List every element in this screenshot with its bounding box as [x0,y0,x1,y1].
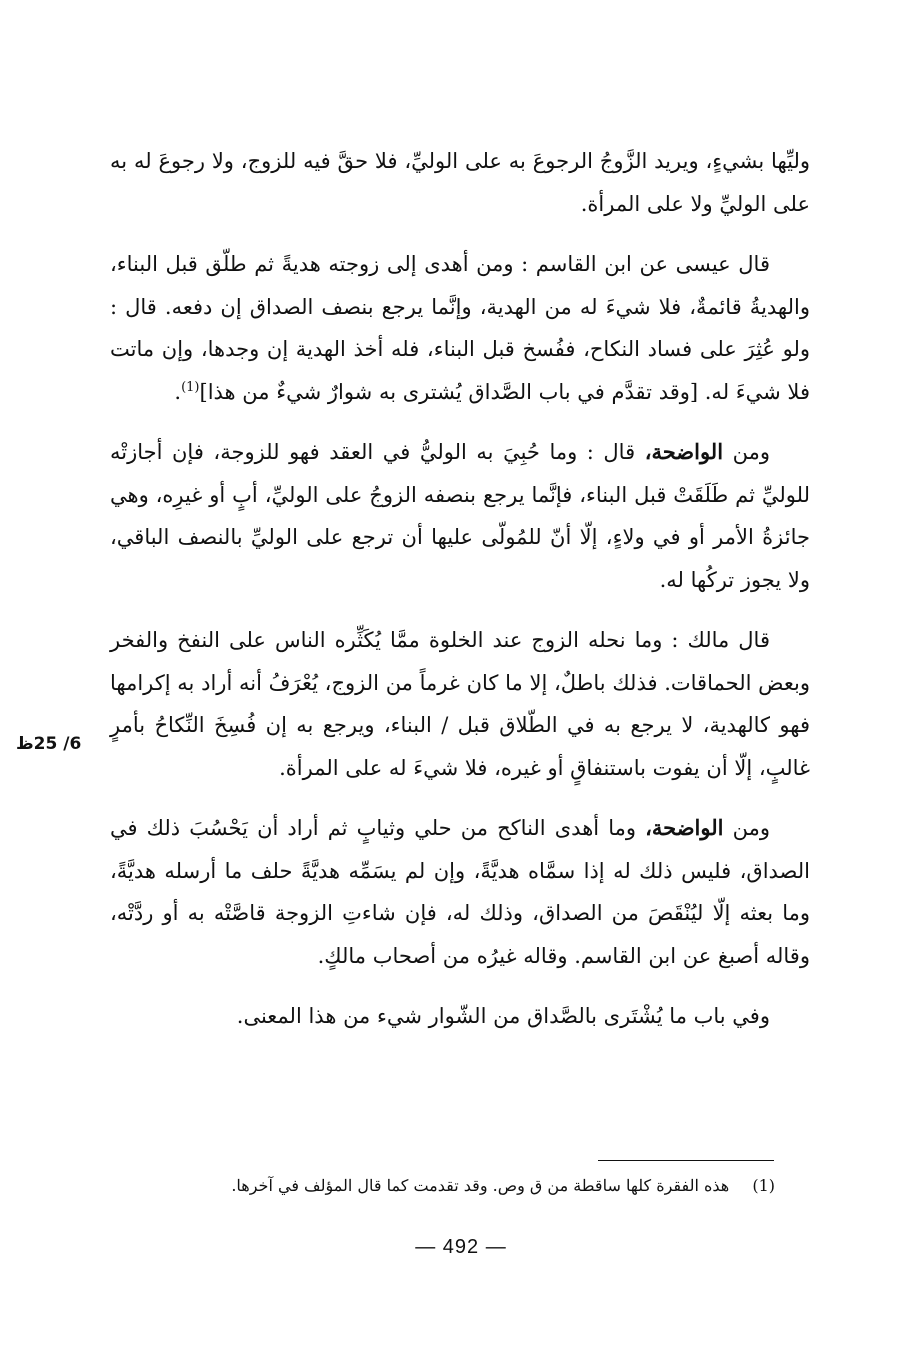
paragraph-6 [110,995,810,1038]
paragraph-3 [110,431,810,601]
manuscript-folio-note: 6/ 25ظ [16,734,82,754]
paragraph-1 [110,140,810,225]
paragraph-text: وفي باب ما يُشْتَرى بالصَّداق من الشّوار شيء من هذا المعنى. [236,1004,770,1028]
main-text [110,140,810,1056]
footnote [200,1173,775,1199]
page-number: — 492 — [415,1236,507,1258]
paragraph-4 [110,619,810,789]
paragraph-2 [110,243,810,413]
footnote-divider [598,1160,774,1161]
paragraph-lead: ومن [732,816,770,840]
footnote-reference[interactable]: (1) [181,379,200,395]
footnote-number: (1) [752,1176,775,1195]
source-title-bold: الواضحة، [644,439,724,464]
paragraph-text: قال : وما حُبِيَ به الوليُّ في العقد فهو للزوجة، فإن أجازتْه للوليِّ ثم طَلَقَتْ قبل البناء، فإنَّما يرجع بنصفه الزوجُ على الوليِّ، أبٍ أو غيرِه، وهي جائزةُ الأمر أو في ولاءٍ، إلّا أنّ للمُولّى عليها أن ترجع على الوليِّ بالنصف الباقي، ولا يجوز تركُها له. [110,440,810,592]
paragraph-end: . [174,379,182,404]
footnote-text: هذه الفقرة كلها ساقطة من ق وص. وقد تقدمت كما قال المؤلف في آخرها. [231,1176,730,1195]
paragraph-lead: ومن [732,440,770,464]
paragraph-text: قال مالك : وما نحله الزوج عند الخلوة ممَّا يُكَثِّره الناس على النفخ والفخر وبعض الحماقات. فذلك باطلٌ، إلا ما كان غرماً من الزوج، يُعْرَفُ أنه أراد به إكرامها فهو كالهدية، لا يرجع به في الطّلاق قبل / البناء، ويرجع به إن فُسِخَ النِّكاحُ بأمرٍ غالبٍ، إلّا أن يفوت باستنفاقٍ أو غيره، فلا شيءَ له على المرأة. [110,628,810,780]
paragraph-5 [110,807,810,977]
paragraph-text: وما أهدى الناكح من حلي وثيابٍ ثم أراد أن يَحْسُبَ ذلك في الصداق، فليس ذلك له إذا سمَّاه هديَّةً، وإن لم يسَمِّه هديَّةً حلف ما أرسله هديَّةً، وما بعثه إلّا ليُنْقَصَ من الصداق، وذلك له، فإن شاءتِ الزوجة قاصَّتْه به أو ردَّتْه، وقاله أصبغ عن ابن القاسم. وقاله غيرُه من أصحاب مالكٍ. [110,816,810,968]
source-title-bold: الواضحة، [645,815,724,840]
paragraph-text: وليِّها بشيءٍ، ويريد الزَّوجُ الرجوعَ به على الوليِّ، فلا حقَّ فيه للزوج، ولا رجوعَ له به على الوليِّ ولا على المرأة. [110,149,810,216]
paragraph-text: قال عيسى عن ابن القاسم : ومن أهدى إلى زوجته هديةً ثم طلّق قبل البناء، والهديةُ قائمةٌ، فلا شيءَ له من الهدية، وإنَّما يرجع بنصف الصداق إن دفعه. قال : ولو عُثِرَ على فساد النكاح، ففُسخ قبل البناء، فله أخذ الهدية إن وجدها، وإن ماتت فلا شيءَ له. [وقد تقدَّم في باب الصَّداق يُشترى به شوارٌ شيءٌ من هذا] [110,252,810,404]
